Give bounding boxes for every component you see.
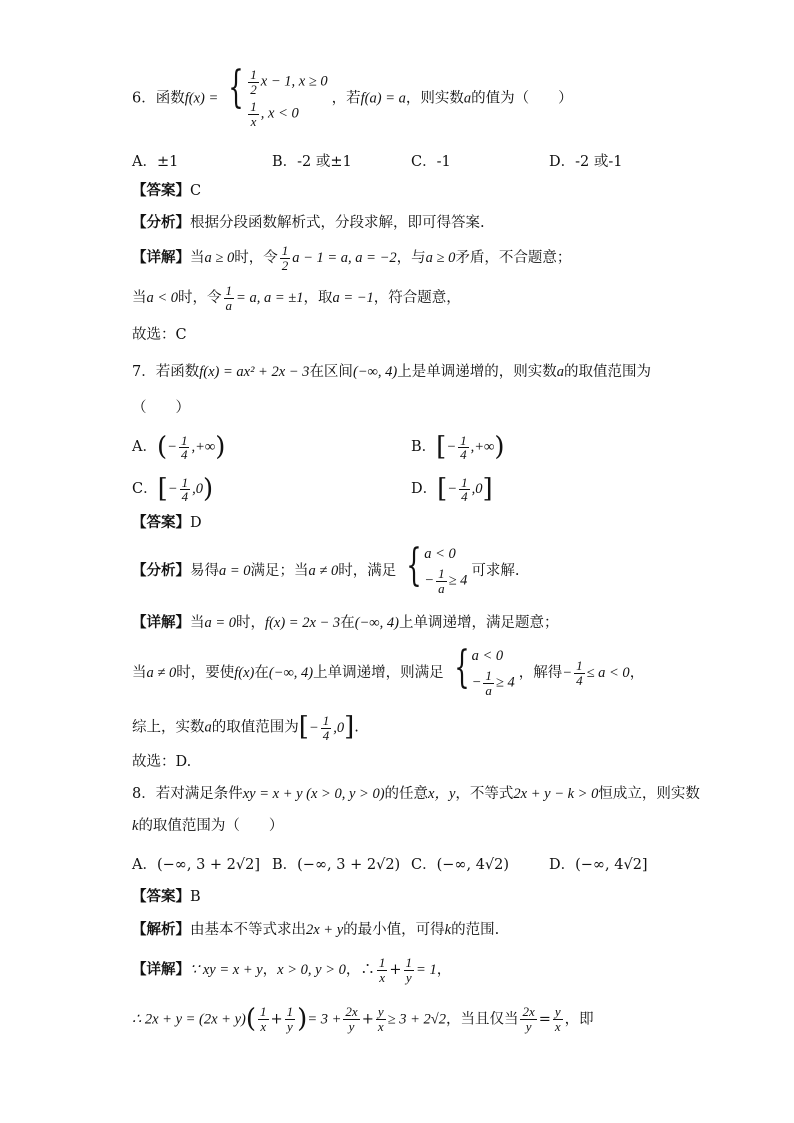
q8-l2a: k bbox=[132, 818, 139, 834]
q8-l1e: ，不等式 bbox=[455, 786, 514, 802]
q7-d3d: . bbox=[354, 719, 359, 736]
question-7-stem bbox=[132, 364, 651, 381]
q7-d1a: 当 bbox=[190, 615, 205, 631]
q8-option-a: A．(−∞, 3 + 2√2] bbox=[132, 857, 261, 873]
q7-analysis: 【分析】易得a = 0满足；当a ≠ 0时，满足 { a < 0 − $\frac{1}{a}$ ≥ 4 可求解. bbox=[132, 540, 520, 597]
q8-d1a: ∵ xy = x + y bbox=[190, 962, 263, 979]
q7-an5: 时，满足 bbox=[338, 562, 397, 579]
q7-option-c: C．[− $\frac{1}{4}$ ,0) bbox=[132, 474, 214, 505]
q7-d1d: f(x) = 2x − 3 bbox=[265, 615, 341, 631]
q8-answer bbox=[132, 888, 201, 906]
q6-case2: , x < 0 bbox=[260, 105, 299, 122]
q7-detail-line3: 综上，实数a的取值范围为[− $\frac{1}{4}$ ,0]. bbox=[132, 712, 359, 743]
q6-option-b: B．-2 或±1 bbox=[272, 154, 352, 170]
q6-piecewise: { $\frac{1}{2}$ x − 1, x ≥ 0 $\frac{1}{x}$ , x < 0 bbox=[228, 62, 328, 129]
q6-tail4: a bbox=[463, 90, 472, 107]
q7-d1c: 时， bbox=[236, 615, 266, 631]
q8-option-c: C．(−∞, 4√2) bbox=[411, 857, 510, 873]
answer-value: B bbox=[190, 889, 201, 905]
q8-an2: 2x + y bbox=[306, 922, 344, 938]
q8-option-b: B．(−∞, 3 + 2√2) bbox=[272, 857, 401, 873]
q7-optA-label: A． bbox=[132, 439, 157, 455]
q7-answer bbox=[132, 514, 202, 532]
q7-an1: 易得 bbox=[190, 562, 219, 579]
q7-d2f: (−∞, 4) bbox=[268, 664, 314, 681]
q8-an5: 的范围. bbox=[451, 922, 500, 938]
answer-tag: 【答案】 bbox=[132, 514, 190, 531]
q8-d1e: = 1 bbox=[416, 962, 437, 979]
q7-d1f: (−∞, 4) bbox=[354, 615, 399, 631]
q6-analysis bbox=[132, 214, 485, 232]
q7-d1e: 在 bbox=[340, 615, 355, 631]
q6-func: f(x) = bbox=[184, 90, 219, 107]
q6-detail-line1: 【详解】当a ≥ 0时，令 $\frac{1}{2}$ a − 1 = a, a = −2，与a ≥ 0矛盾，不合题意； bbox=[132, 243, 572, 273]
q8-d2c: ≥ 3 + 2√2 bbox=[387, 1011, 446, 1028]
q6-d1g: 矛盾，不合题意； bbox=[455, 250, 572, 267]
detail-tag: 【详解】 bbox=[132, 249, 190, 267]
q7-an2: a = 0 bbox=[219, 562, 251, 579]
q7-d2j: ， bbox=[629, 664, 645, 681]
q6-tail3: ，则实数 bbox=[405, 90, 464, 107]
q7-d2b: a ≠ 0 bbox=[146, 664, 177, 681]
q7-an6: 可求解. bbox=[471, 562, 520, 579]
q8-l2b: 的取值范围为（ ） bbox=[138, 818, 284, 834]
q6-d2b: a < 0 bbox=[146, 290, 179, 307]
q7-d2i: ≤ a < 0 bbox=[586, 664, 630, 681]
q8-an4: k bbox=[444, 922, 452, 938]
q8-d1d: ，∴ bbox=[345, 962, 375, 979]
q7-d3c: 的取值范围为 bbox=[211, 719, 299, 736]
q7-l1d: (−∞, 4) bbox=[352, 364, 398, 380]
q7-l1e: 上是单调递增的，则实数 bbox=[397, 364, 557, 380]
q8-an1: 由基本不等式求出 bbox=[190, 922, 306, 938]
answer-value: C bbox=[190, 183, 202, 199]
answer-value: D bbox=[190, 515, 202, 531]
q8-l1c: 的任意 bbox=[384, 786, 429, 802]
q6-option-c: C．-1 bbox=[411, 154, 451, 170]
q7-d2c: 时，要使 bbox=[176, 664, 235, 681]
q7-d1g: 上单调递增，满足题意； bbox=[398, 615, 559, 631]
q7-option-b: B．[− $\frac{1}{4}$ ,+∞) bbox=[411, 432, 505, 463]
q8-l1g: 恒成立，则实数 bbox=[598, 786, 700, 802]
q8-d2e: ，即 bbox=[564, 1011, 594, 1028]
q8-l1b: xy = x + y (x > 0, y > 0) bbox=[242, 786, 385, 802]
q8-d2a: ∴ 2x + y = (2x + y) bbox=[132, 1011, 246, 1028]
q8-analysis bbox=[132, 921, 499, 939]
q7-d2h: ，解得 bbox=[518, 664, 563, 681]
q6-d2d: = a, a = ±1 bbox=[236, 290, 304, 307]
q7-d2g: 上单调递增，则满足 bbox=[313, 664, 444, 681]
q8-d1c: x > 0, y > 0 bbox=[277, 962, 346, 979]
analysis-tag: 【分析】 bbox=[132, 561, 190, 579]
q8-stem-line2 bbox=[132, 818, 283, 835]
analysis-text: 根据分段函数解析式，分段求解，即可得答案. bbox=[190, 215, 485, 231]
q6-d2g: ，符合题意， bbox=[373, 290, 461, 307]
q8-an3: 的最小值，可得 bbox=[343, 922, 445, 938]
q8-detail-line2: ∴ 2x + y = (2x + y)( $\frac{1}{x}$ + $\frac{1}{y}$ )= 3 + $\frac{2x}{y}$ + $\frac{y}{x}$ ≥ 3 + 2√2，当且仅当 $\frac{2x}{y}$ = $\frac{y}{x}$ ，即 bbox=[132, 1004, 594, 1035]
q7-an4: a ≠ 0 bbox=[308, 562, 339, 579]
q7-d3a: 综上，实数 bbox=[132, 719, 205, 736]
q8-d1b: ， bbox=[262, 962, 278, 979]
q6-choice: 故选：C bbox=[132, 327, 187, 343]
question-8-stem bbox=[132, 786, 700, 803]
q7-d3b: a bbox=[204, 719, 212, 736]
answer-tag: 【答案】 bbox=[132, 888, 190, 905]
q7-l1b: f(x) = ax² + 2x − 3 bbox=[199, 364, 310, 380]
q7-l1a: 7．若函数 bbox=[132, 364, 200, 380]
q6-tail2: f(a) = a bbox=[360, 90, 406, 107]
q8-detail-line1: 【详解】∵ xy = x + y，x > 0, y > 0，∴ $\frac{1}{x}$ + $\frac{1}{y}$ = 1， bbox=[132, 955, 452, 985]
q6-d2a: 当 bbox=[132, 290, 147, 307]
q7-d2a: 当 bbox=[132, 664, 147, 681]
detail-tag: 【详解】 bbox=[132, 614, 190, 631]
question-6-stem bbox=[132, 62, 573, 129]
q7-optD-label: D． bbox=[411, 481, 438, 497]
q6-detail-line2: 当a < 0时，令 $\frac{1}{a}$ = a, a = ±1，取a = −1，符合题意， bbox=[132, 283, 461, 313]
q6-tail5: 的值为（ ） bbox=[471, 90, 573, 107]
q6-d1d: a − 1 = a, a = −2 bbox=[292, 250, 397, 267]
q6-d1f: a ≥ 0 bbox=[425, 250, 456, 267]
q6-case1: x − 1, x ≥ 0 bbox=[260, 73, 328, 90]
q6-d1e: ，与 bbox=[396, 250, 426, 267]
q6-answer bbox=[132, 182, 201, 200]
q6-option-d: D．-2 或-1 bbox=[549, 154, 623, 170]
q7-detail-line2: 当a ≠ 0时，要使f(x)在(−∞, 4)上单调递增，则满足 { a < 0 − $\frac{1}{a}$ ≥ 4 ，解得− $\frac{1}{4}$ ≤ a < 0， bbox=[132, 642, 645, 699]
q7-choice: 故选：D. bbox=[132, 754, 192, 770]
q7-d2e: 在 bbox=[254, 664, 269, 681]
q7-l1f: a bbox=[556, 364, 564, 380]
q6-number: 6．函数 bbox=[132, 90, 185, 107]
q6-d1a: 当 bbox=[190, 250, 205, 267]
q6-option-a: A．±1 bbox=[132, 154, 179, 170]
q6-d1b: a ≥ 0 bbox=[204, 250, 235, 267]
q8-l1f: 2x + y − k > 0 bbox=[513, 786, 599, 802]
q6-tail1: ，若 bbox=[331, 90, 361, 107]
q8-option-d: D．(−∞, 4√2] bbox=[549, 857, 648, 873]
analysis-tag: 【分析】 bbox=[132, 214, 190, 231]
analysis-tag: 【解析】 bbox=[132, 921, 190, 938]
q8-l1d: x，y bbox=[428, 786, 456, 802]
q8-d1f: ， bbox=[436, 962, 452, 979]
q7-option-a: A．(− $\frac{1}{4}$ ,+∞) bbox=[132, 432, 226, 463]
q6-d2e: ，取 bbox=[303, 290, 333, 307]
q7-an3: 满足；当 bbox=[250, 562, 309, 579]
q8-l1a: 8．若对满足条件 bbox=[132, 786, 243, 802]
q6-d2f: a = −1 bbox=[332, 290, 374, 307]
q6-d2c: 时，令 bbox=[178, 290, 222, 307]
q7-d2d: f(x) bbox=[234, 664, 255, 681]
q7-optB-label: B． bbox=[411, 439, 437, 455]
q7-option-d: D．[− $\frac{1}{4}$ ,0] bbox=[411, 474, 493, 505]
answer-tag: 【答案】 bbox=[132, 182, 190, 199]
q7-l1c: 在区间 bbox=[309, 364, 353, 380]
q7-d1b: a = 0 bbox=[204, 615, 237, 631]
q7-l1g: 的取值范围为 bbox=[563, 364, 651, 380]
q7-optC-label: C． bbox=[132, 481, 158, 497]
q7-detail-line1 bbox=[132, 614, 558, 632]
detail-tag: 【详解】 bbox=[132, 961, 190, 979]
q8-d2d: ，当且仅当 bbox=[445, 1011, 519, 1028]
q6-d1c: 时，令 bbox=[234, 250, 278, 267]
q7-blank: （ ） bbox=[132, 400, 190, 416]
q8-d2b: = 3 + bbox=[307, 1011, 342, 1028]
